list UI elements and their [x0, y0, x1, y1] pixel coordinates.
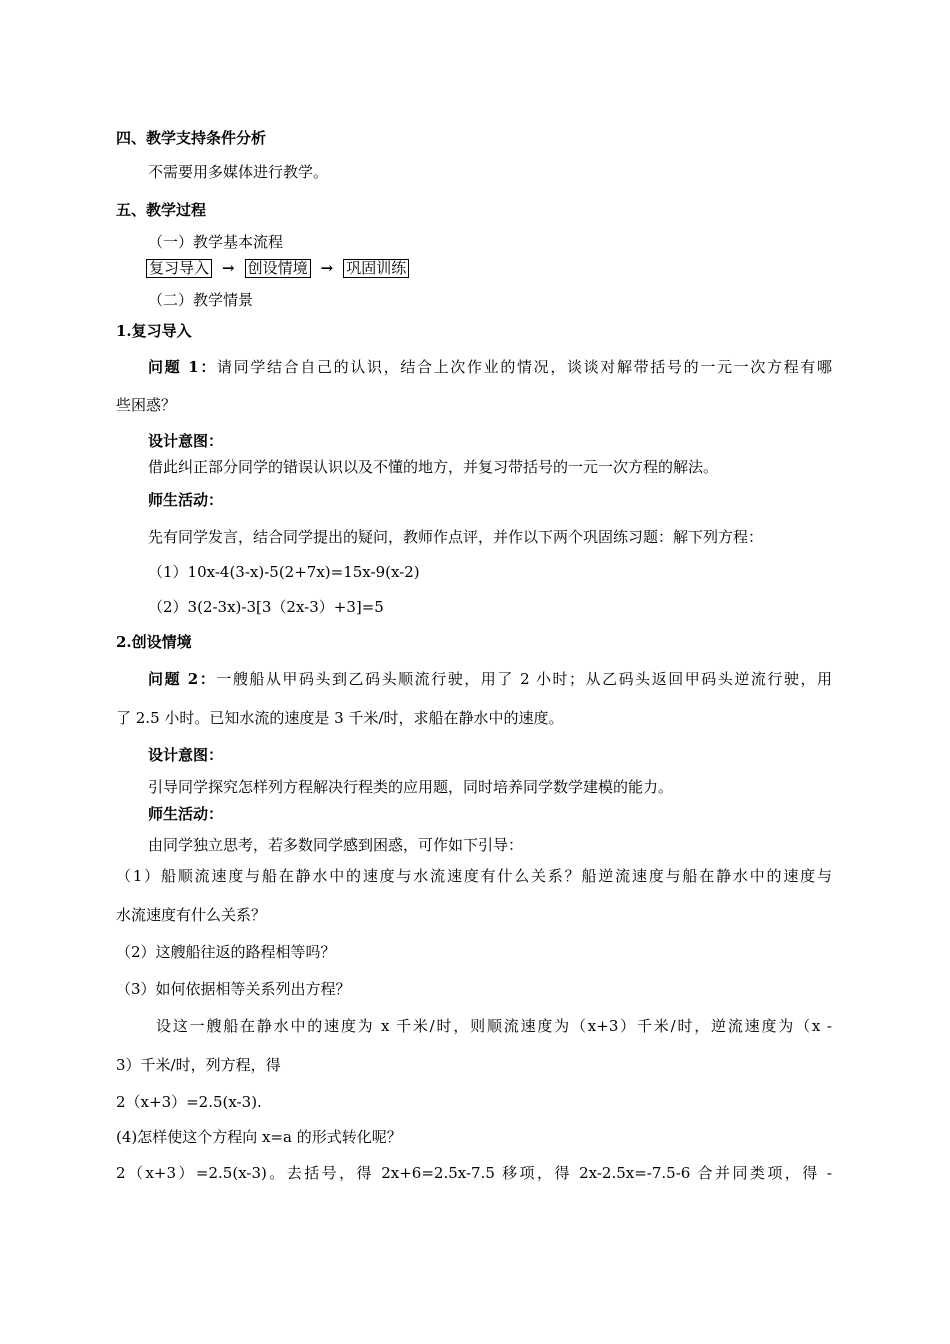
part1-question-text: 请同学结合自己的认识，结合上次作业的情况，谈谈对解带括号的一元一次方程有哪: [217, 358, 832, 376]
part1-equation-1: （1）10x-4(3-x)-5(2+7x)=15x-9(x-2): [148, 563, 420, 581]
part2-intent-label: 设计意图：: [148, 746, 224, 764]
flow-step-review: 复习导入: [146, 259, 212, 278]
part2-question-line2: 了 2.5 小时。已知水流的速度是 3 千米/时，求船在静水中的速度。: [116, 709, 564, 727]
part2-guide2: （2）这艘船往返的路程相等吗？: [116, 943, 336, 961]
part2-guide4: (4)怎样使这个方程向 x=a 的形式转化呢？: [116, 1128, 402, 1146]
section5-sub1: （一）教学基本流程: [148, 233, 284, 251]
section4-heading: 四、教学支持条件分析: [116, 129, 267, 147]
section4-text: 不需要用多媒体进行教学。: [148, 163, 329, 181]
part1-heading: 1.复习导入: [116, 322, 192, 340]
part2-solve-line2: 3）千米/时，列方程，得: [116, 1056, 281, 1074]
part1-question-line2: 些困惑？: [116, 396, 177, 414]
part2-final-line: 2（x+3）=2.5(x-3)。去括号，得 2x+6=2.5x-7.5 移项，得 2x-2.5x=-7.5-6 合并同类项，得 -: [116, 1164, 832, 1182]
flow-step-practice: 巩固训练: [343, 259, 409, 278]
part2-equation: 2（x+3）=2.5(x-3).: [116, 1093, 262, 1111]
section5-sub2: （二）教学情景: [148, 291, 254, 309]
part2-intent-text: 引导同学探究怎样列方程解决行程类的应用题，同时培养同学数学建模的能力。: [148, 778, 674, 796]
part1-question-label: 问题 1：: [148, 358, 217, 376]
flow-arrow-icon: →: [320, 259, 334, 277]
flow-arrow-icon: →: [222, 259, 235, 277]
part2-activity-text: 由同学独立思考，若多数同学感到困惑，可作如下引导：: [148, 836, 524, 854]
part2-question-label: 问题 2：: [148, 670, 217, 688]
part2-guide1-line2: 水流速度有什么关系？: [116, 906, 267, 924]
flow-diagram: [146, 258, 409, 278]
part2-solve-line1: 设这一艘船在静水中的速度为 x 千米/时，则顺流速度为（x+3）千米/时，逆流速度为（x -: [156, 1017, 832, 1035]
part2-heading: 2.创设情境: [116, 633, 192, 651]
flow-step-situation: 创设情境: [245, 259, 311, 278]
section5-heading: 五、教学过程: [116, 201, 207, 219]
part1-activity-label: 师生活动：: [148, 491, 224, 509]
part1-equation-2: （2）3(2-3x)-3[3（2x-3）+3]=5: [148, 598, 384, 616]
part2-guide3: （3）如何依据相等关系列出方程？: [116, 980, 351, 998]
part1-question-line1: [148, 357, 832, 377]
part2-activity-label: 师生活动：: [148, 805, 224, 823]
part2-question-text: 一艘船从甲码头到乙码头顺流行驶，用了 2 小时；从乙码头返回甲码头逆流行驶，用: [216, 670, 832, 688]
part2-question-line1: [148, 669, 832, 689]
part2-guide1-line1: （1）船顺流速度与船在静水中的速度与水流速度有什么关系？船逆流速度与船在静水中的速度与: [116, 867, 832, 885]
part1-activity-text: 先有同学发言，结合同学提出的疑问，教师作点评，并作以下两个巩固练习题：解下列方程：: [148, 528, 764, 546]
part1-intent-text: 借此纠正部分同学的错误认识以及不懂的地方，并复习带括号的一元一次方程的解法。: [148, 458, 719, 476]
part1-intent-label: 设计意图：: [148, 432, 224, 450]
